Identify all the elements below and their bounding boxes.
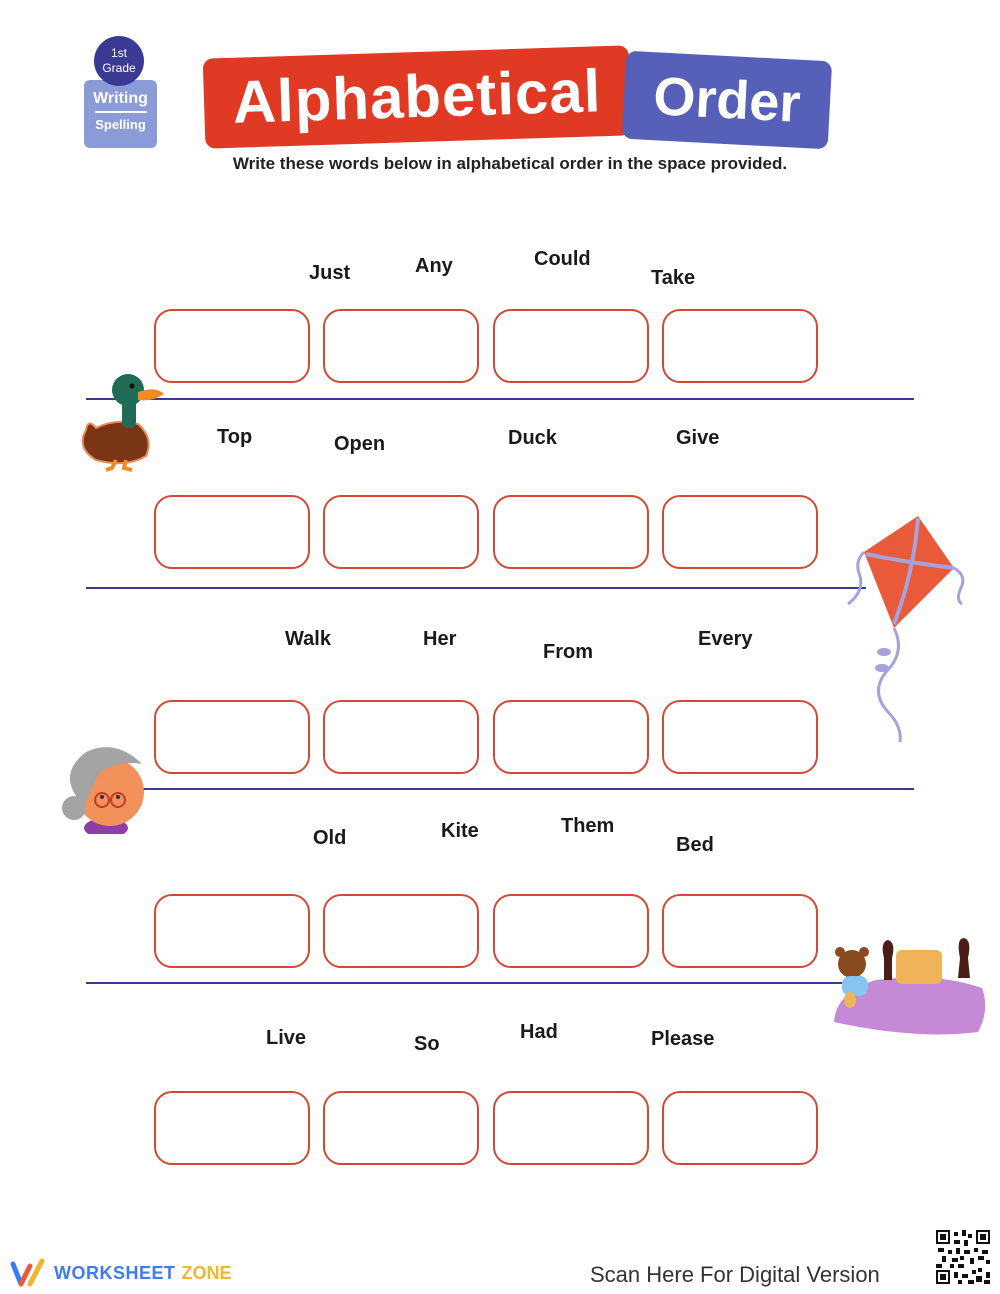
answer-box[interactable] (154, 700, 310, 774)
word: Bed (676, 834, 714, 856)
answer-box[interactable] (493, 894, 649, 968)
word: Any (415, 255, 453, 277)
answer-box[interactable] (493, 700, 649, 774)
answer-box[interactable] (154, 495, 310, 569)
duck-illustration (76, 368, 168, 476)
kite-illustration (844, 512, 968, 744)
word: Just (309, 262, 351, 284)
word: Every (698, 628, 753, 650)
answer-box[interactable] (154, 309, 310, 383)
subject-badge (84, 80, 157, 148)
word: Take (651, 267, 696, 289)
qr-code-icon[interactable] (934, 1228, 992, 1286)
brand-part1: WORKSHEET (54, 1262, 176, 1283)
subject-label: Writing (93, 90, 148, 107)
title-part1: Alphabetical (203, 45, 632, 148)
divider-line (86, 587, 866, 589)
answer-box[interactable] (323, 700, 479, 774)
answer-box[interactable] (154, 1091, 310, 1165)
word: Give (676, 427, 720, 449)
answer-box[interactable] (662, 309, 818, 383)
word: Them (561, 815, 615, 837)
word: Had (520, 1021, 558, 1043)
brand-part2: ZONE (181, 1262, 232, 1283)
answer-box[interactable] (323, 894, 479, 968)
worksheet-zone-logo[interactable] (10, 1258, 232, 1288)
answer-box[interactable] (493, 309, 649, 383)
word: Duck (508, 427, 557, 449)
word: So (414, 1033, 440, 1055)
bed-teddy-illustration (826, 936, 990, 1040)
word: Live (266, 1027, 307, 1049)
answer-box[interactable] (662, 894, 818, 968)
answer-box[interactable] (154, 894, 310, 968)
scan-caption: Scan Here For Digital Version (590, 1262, 880, 1287)
word: Could (534, 248, 591, 270)
grade-line2: Grade (102, 61, 136, 75)
logo-mark-icon (10, 1258, 48, 1288)
grandma-illustration (56, 742, 150, 834)
answer-box[interactable] (323, 495, 479, 569)
divider-line (86, 982, 846, 984)
badge-divider (95, 111, 147, 113)
title-part2: Order (622, 51, 832, 150)
word: Kite (441, 820, 479, 842)
grade-badge (94, 36, 144, 86)
grade-line1: 1st (110, 46, 127, 60)
answer-box[interactable] (662, 700, 818, 774)
answer-box[interactable] (493, 1091, 649, 1165)
answer-box[interactable] (493, 495, 649, 569)
answer-box[interactable] (662, 495, 818, 569)
word: Old (313, 827, 347, 849)
word: Please (651, 1028, 715, 1050)
divider-line (86, 788, 914, 790)
instructions: Write these words below in alphabetical order in the space provided. (232, 154, 788, 173)
answer-box[interactable] (662, 1091, 818, 1165)
topic-label: Spelling (95, 117, 146, 132)
word: Walk (285, 628, 331, 650)
answer-box[interactable] (323, 309, 479, 383)
word: Open (334, 433, 386, 455)
word: Top (217, 426, 253, 448)
word: From (543, 641, 593, 663)
word: Her (423, 628, 457, 650)
answer-box[interactable] (323, 1091, 479, 1165)
divider-line (86, 398, 914, 400)
